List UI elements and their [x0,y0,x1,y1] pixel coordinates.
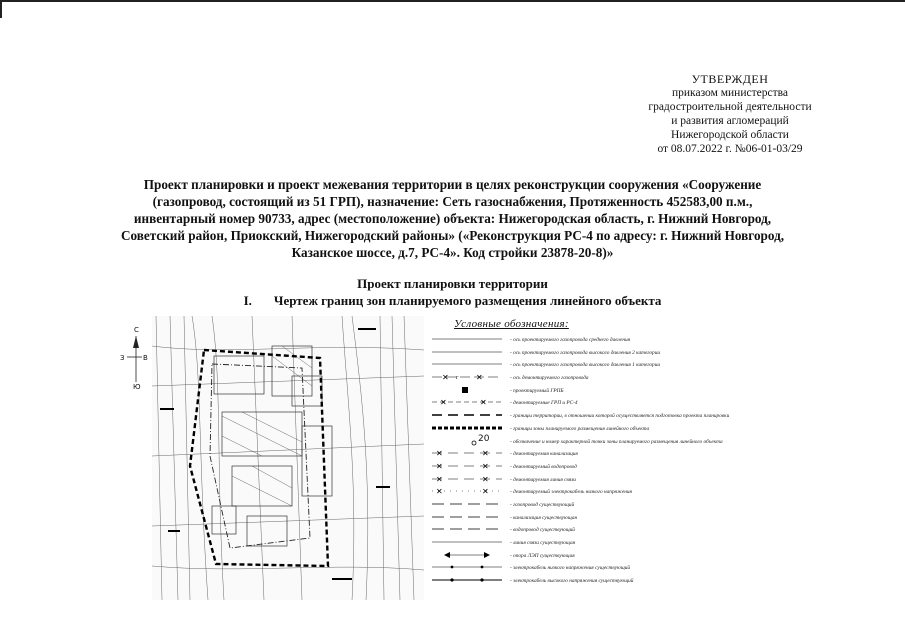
svg-text:✕: ✕ [440,398,447,408]
legend-symbol-icon [432,347,506,358]
legend-item [430,359,800,372]
legend-symbol-icon [432,359,506,370]
legend-item-label: - ось демонтируемого газопровода [510,375,589,382]
legend-symbol-icon [432,397,506,408]
legend-symbol-icon [432,537,506,548]
legend-item-label: - проектируемый ГРПБ [510,387,564,394]
compass-north: С [134,326,139,334]
approval-stamp [600,72,860,156]
legend-item [430,537,800,550]
project-title-line: Проект планировки и проект межевания территории в целях реконструкции сооружения «Сооружение [143,177,762,192]
legend-title: Условные обозначения: [454,318,569,330]
project-title-line: (газопровод, состоящий из 51 ГРП), назначение: Сеть газоснабжения, Протяженность 452583,00 п.м., [152,194,753,209]
legend-item-label: - электрокабель высокого напряжения существующий [510,578,634,585]
approval-line: от 08.07.2022 г. №06-01-03/29 [657,143,803,155]
svg-text:✕: ✕ [442,373,449,383]
legend-item [430,499,800,512]
svg-text:✕: ✕ [482,461,489,471]
approval-heading: УТВЕРЖДЕН [691,72,769,86]
svg-text:✕: ✕ [482,487,489,497]
compass-south: Ю [133,383,141,391]
legend-item-label: - обозначение и номер характерной точки зоны планируемого размещения линейного объекта [510,438,723,445]
legend-item-label: - демонтируемые ГРП и РС-4 [510,400,578,407]
legend-item-label: - границы территории, в отношении которой осуществляется подготовка проекта планировки [510,413,730,420]
legend-item [430,474,800,487]
legend-symbol-icon [432,524,506,535]
svg-text:✕: ✕ [436,449,443,459]
section-title: Проект планировки территории [357,276,548,291]
legend-item-label: - водопровод существующий [510,527,575,534]
legend-item [430,372,800,385]
chapter-number: I. [243,293,252,308]
legend-symbol-icon [432,385,506,396]
approval-line: градостроительной деятельности [648,101,812,113]
page-left-border [0,0,2,18]
svg-text:✕: ✕ [436,487,443,497]
svg-text:✕: ✕ [436,474,443,484]
project-title-line: инвентарный номер 90733, адрес (местоположение) объекта: Нижегородская область, г. Нижний Новгород, [133,211,772,226]
legend-item [430,524,800,537]
legend-item [430,347,800,360]
legend [430,318,800,588]
legend-item-label: - линия связи существующая [510,540,576,546]
legend-item [430,562,800,575]
legend-item-label: - демонтируемый электрокабель низкого напряжения [510,489,632,496]
legend-item [430,433,800,449]
legend-item [430,448,800,461]
legend-symbol-icon [432,575,506,586]
page-top-border [0,0,905,2]
project-title-line: Казанское шоссе, д.7, РС-4». Код стройки 23878-20-8)» [291,245,614,260]
legend-item-label: - ось проектируемого газопровода среднего давления [510,337,631,343]
legend-item [430,385,800,398]
svg-text:✕: ✕ [480,398,487,408]
approval-line: приказом министерства [672,87,788,99]
legend-list [430,334,800,588]
approval-line: и развития агломераций [671,115,789,127]
chapter-heading [100,293,805,309]
legend-item-label: - демонтируемый водопровод [510,463,577,470]
legend-item [430,397,800,410]
legend-symbol-icon [432,486,506,497]
legend-symbol-icon [432,433,506,447]
legend-symbol-icon [432,461,506,472]
legend-item [430,486,800,499]
svg-text:г: г [456,375,459,382]
legend-item [430,512,800,525]
legend-symbol-icon [432,562,506,573]
legend-item-label: - демонтируемая канализация [510,451,578,458]
project-title-line: Советский район, Приокский, Нижегородский районы» («Реконструкция РС-4 по адресу: г. Нижний Новгород, [120,228,785,243]
planning-map [152,316,424,600]
compass-arrow-icon [116,326,156,396]
legend-symbol-icon [432,448,506,459]
legend-symbol-icon [432,423,506,434]
legend-symbol-icon [432,550,506,561]
svg-text:✕: ✕ [482,449,489,459]
legend-point-number: 20 [478,433,490,444]
legend-item-label: - ось проектируемого газопровода высокого давления 1 категории [510,362,660,369]
legend-item-label: - ось проектируемого газопровода высокого давления 2 категории [510,349,660,356]
legend-item-label: - газопровод существующий [510,501,575,508]
legend-item [430,575,800,588]
legend-item [430,410,800,423]
legend-item [430,334,800,347]
legend-item-label: - канализация существующая [510,514,577,521]
legend-item-label: - границы зоны планируемого размещения линейного объекта [510,425,650,432]
svg-text:✕: ✕ [476,373,483,383]
chapter-title: Чертеж границ зон планируемого размещения линейного объекта [273,293,662,308]
legend-item [430,550,800,563]
compass-east: В [143,354,148,362]
compass-rose [116,326,156,396]
legend-symbol-icon [432,512,506,523]
svg-text:✕: ✕ [482,474,489,484]
legend-item-label: - электрокабель низкого напряжения существующий [510,565,631,572]
project-title [40,176,865,261]
legend-symbol-icon [432,474,506,485]
svg-text:✕: ✕ [436,461,443,471]
legend-item-label: - опора ЛЭП существующая [510,552,575,559]
legend-symbol-icon [432,334,506,345]
approval-line: Нижегородской области [671,129,789,141]
legend-symbol-icon [432,499,506,510]
legend-item-label: - демонтируемая линия связи [510,476,576,483]
legend-item [430,461,800,474]
compass-west: З [120,354,125,362]
legend-symbol-icon [432,372,506,383]
legend-symbol-icon [432,410,506,421]
